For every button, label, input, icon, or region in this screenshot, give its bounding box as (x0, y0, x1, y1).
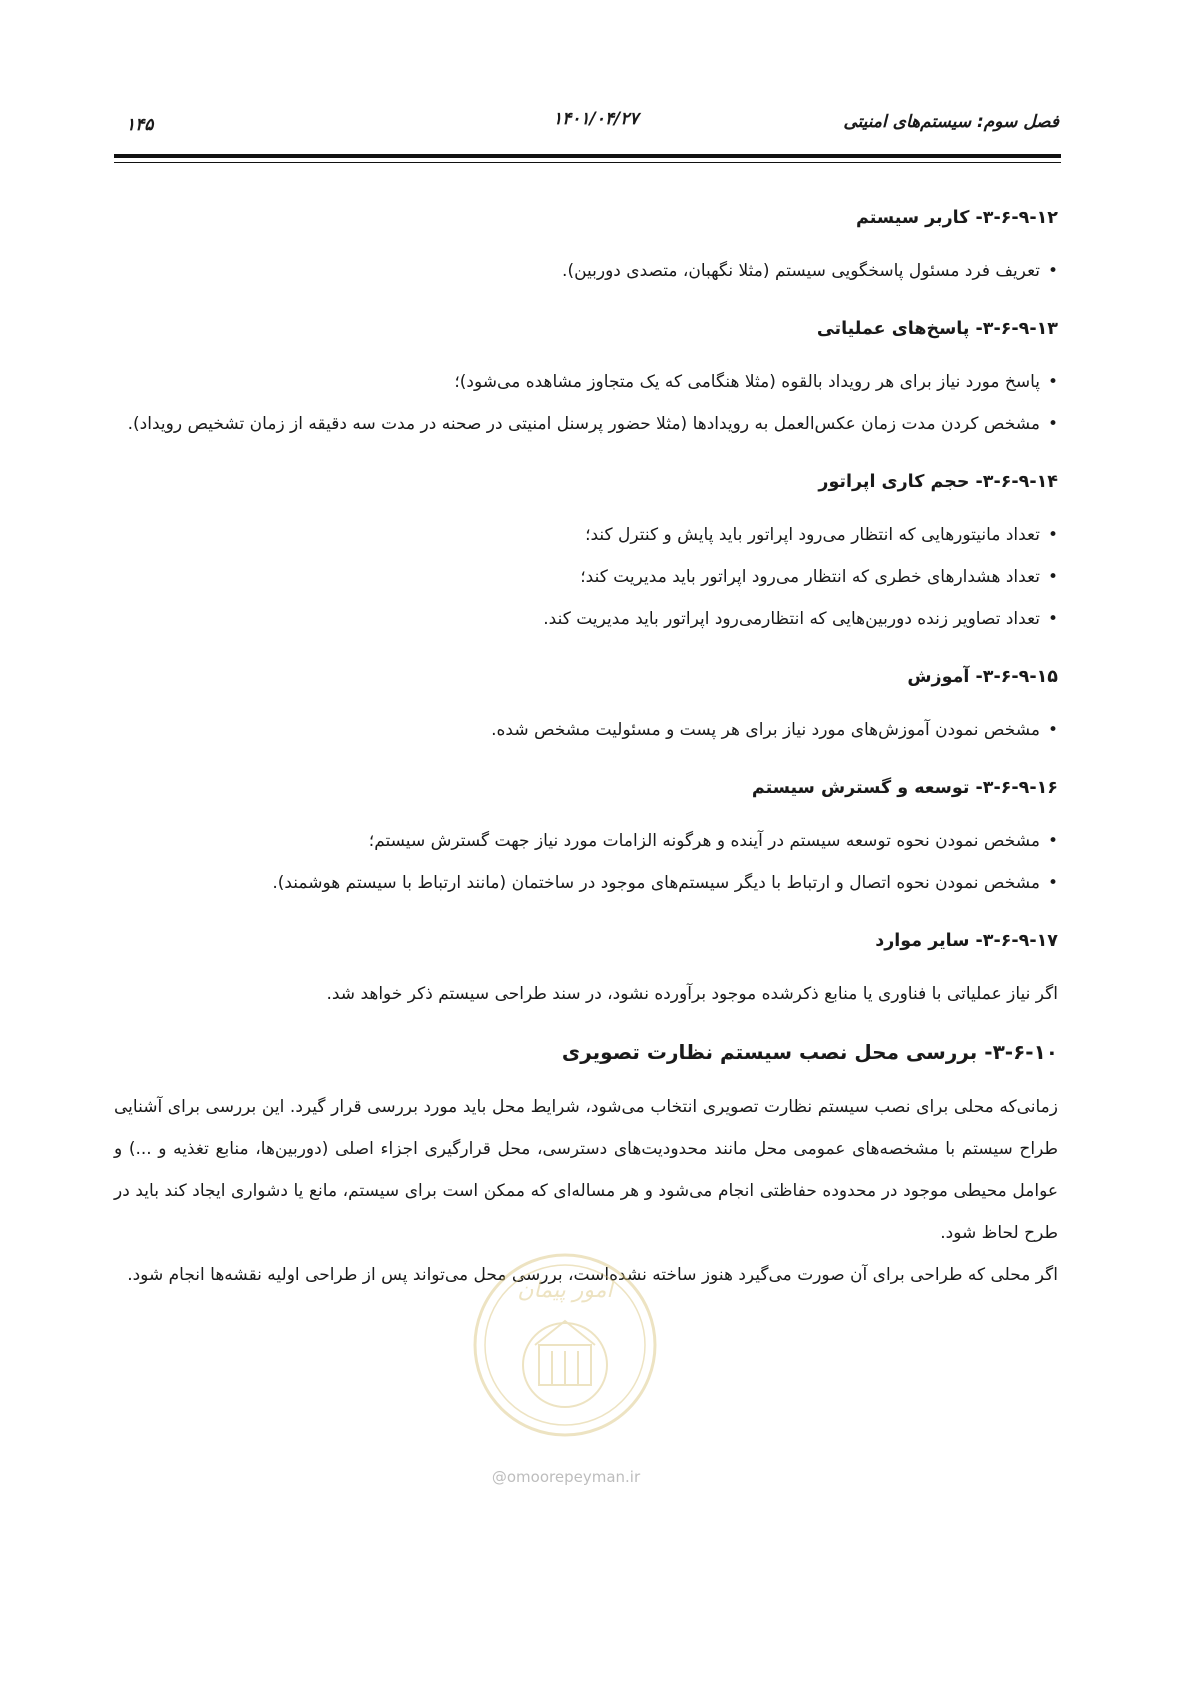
list-item: • تعداد تصاویر زنده دوربین‌هایی که انتظارمی‌رود اپراتور باید مدیریت کند. (114, 598, 1058, 640)
page-number: ۱۴۵ (126, 115, 154, 135)
list-item: • مشخص نمودن نحوه اتصال و ارتباط با دیگر سیستم‌های موجود در ساختمان (مانند ارتباط با سیستم هوشمند). (114, 862, 1058, 904)
list-item: • مشخص کردن مدت زمان عکس‌العمل به رویدادها (مثلا حضور پرسنل امنیتی در صحنه در مدت سه دقیقه از زمان تشخیص رویداد). (114, 403, 1058, 445)
section-heading-16: ۳-۶-۹-۱۶- توسعه و گسترش سیستم (751, 778, 1058, 798)
watermark-text: امور پیمان (517, 1278, 613, 1303)
bullet-list-16 (114, 820, 1058, 904)
header-date: ۱۴۰۱/۰۴/۲۷ (553, 109, 639, 129)
watermark-url: @omoorepeyman.ir (491, 1468, 641, 1486)
bullet-list-14 (114, 514, 1058, 640)
list-item: • تعداد مانیتورهایی که انتظار می‌رود اپراتور باید پایش و کنترل کند؛ (114, 514, 1058, 556)
bullet-list-12 (114, 250, 1058, 292)
page-body (114, 205, 1058, 1296)
section-heading-14: ۳-۶-۹-۱۴- حجم کاری اپراتور (818, 472, 1058, 492)
paragraph-17: اگر نیاز عملیاتی با فناوری یا منابع ذکرشده موجود برآورده نشود، در سند طراحی سیستم ذکر خواهد شد. (326, 984, 1058, 1004)
body-paragraph: زمانی‌که محلی برای نصب سیستم نظارت تصویری انتخاب می‌شود، شرایط محل باید مورد بررسی قرار گیرد. این بررسی برای آشنایی طراح سیستم با مشخصه‌های عمومی محل مانند محدودیت‌های دسترسی، محل قرارگیری اجزاء اصلی (دوربین‌ها، منابع تغذیه و ...) و عوامل محیطی موجود در محدوده حفاظتی انجام می‌شود و هر مساله‌ای که ممکن است برای سیستم، مانع یا دشواری ایجاد کند باید در طرح لحاظ شود. (114, 1097, 1058, 1243)
header-rule-thin (114, 162, 1061, 163)
section-heading-15: ۳-۶-۹-۱۵- آموزش (907, 667, 1058, 687)
list-item: • تعریف فرد مسئول پاسخگویی سیستم (مثلا نگهبان، متصدی دوربین). (114, 250, 1058, 292)
header-rule-thick (114, 154, 1061, 158)
major-section-heading: ۳-۶-۱۰- بررسی محل نصب سیستم نظارت تصویری (561, 1040, 1058, 1064)
list-item: • مشخص نمودن آموزش‌های مورد نیاز برای هر پست و مسئولیت مشخص شده. (114, 709, 1058, 751)
chapter-title: فصل سوم: سیستم‌های امنیتی (843, 112, 1059, 132)
page-header (118, 109, 1059, 142)
section-heading-12: ۳-۶-۹-۱۲- کاربر سیستم (856, 208, 1058, 228)
section-heading-13: ۳-۶-۹-۱۳- پاسخ‌های عملیاتی (816, 319, 1058, 339)
bullet-list-13 (114, 361, 1058, 445)
bullet-list-15 (114, 709, 1058, 751)
list-item: • تعداد هشدارهای خطری که انتظار می‌رود اپراتور باید مدیریت کند؛ (114, 556, 1058, 598)
section-heading-17: ۳-۶-۹-۱۷- سایر موارد (875, 931, 1058, 951)
body-paragraph: اگر محلی که طراحی برای آن صورت می‌گیرد هنوز ساخته نشده‌است، بررسی محل می‌تواند پس از طراحی اولیه نقشه‌ها انجام شود. (127, 1265, 1058, 1285)
list-item: • پاسخ مورد نیاز برای هر رویداد بالقوه (مثلا هنگامی که یک متجاوز مشاهده می‌شود)؛ (114, 361, 1058, 403)
list-item: • مشخص نمودن نحوه توسعه سیستم در آینده و هرگونه الزامات مورد نیاز جهت گسترش سیستم؛ (114, 820, 1058, 862)
